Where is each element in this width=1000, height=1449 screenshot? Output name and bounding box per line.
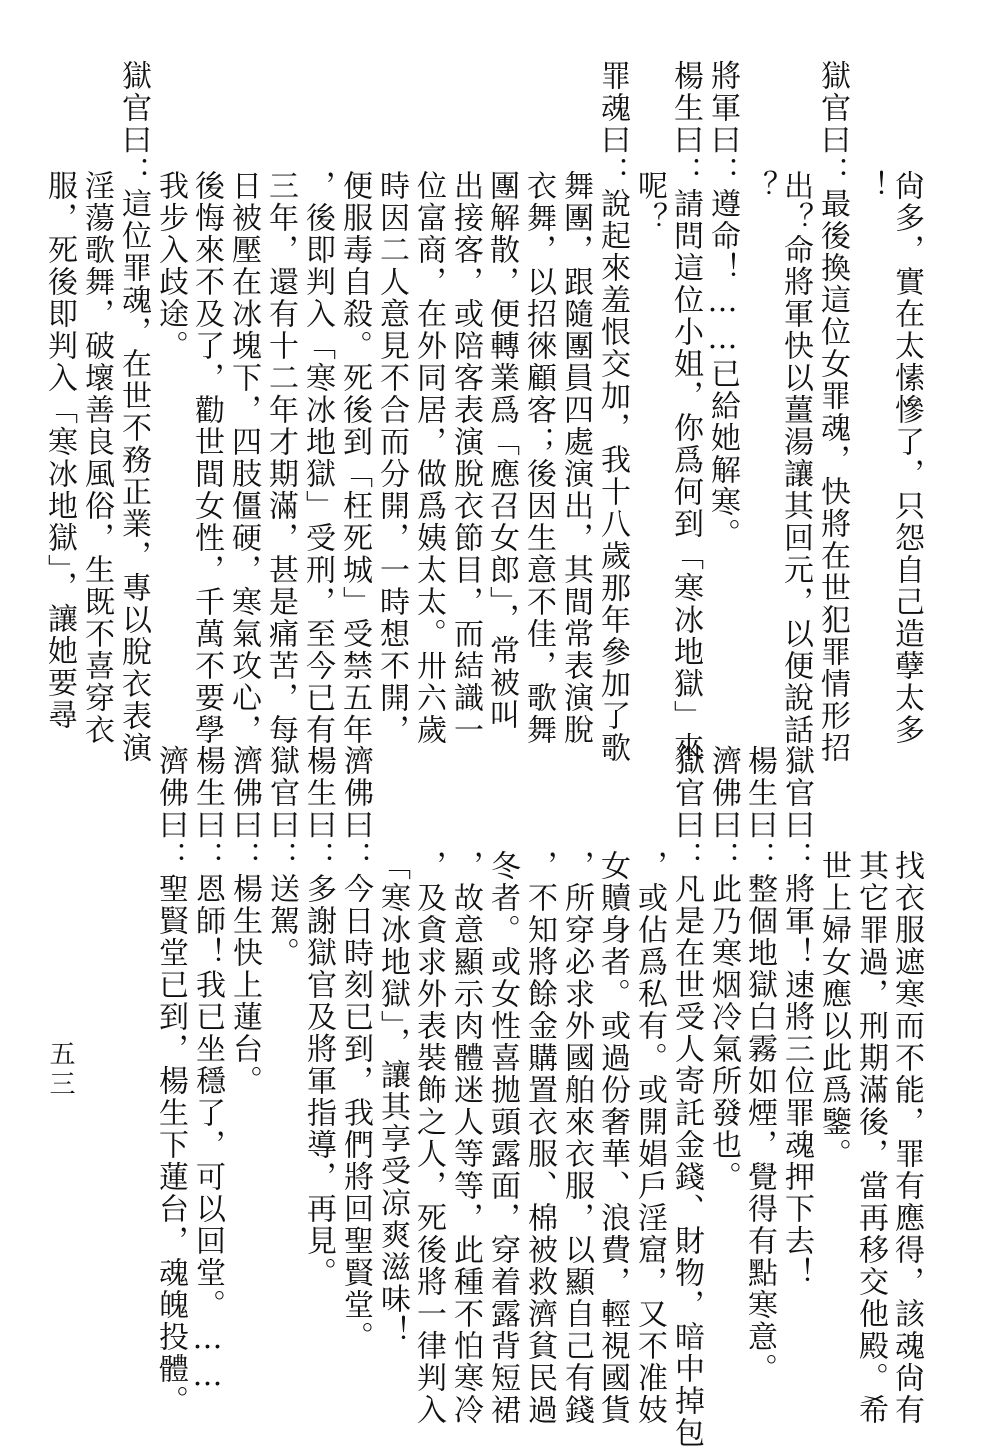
text-column: ，故意顯示肉體迷人等等，此種不怕寒冷 [448, 850, 483, 1426]
text-column: 團解散，便轉業爲「應召女郎」，常被叫 [484, 170, 519, 731]
text-column: 時因二人意見不合而分開，一時想不開， [374, 170, 409, 746]
text-column: 楊生曰：請問這位小姐，你爲何到「寒冰地獄」來 [668, 60, 703, 764]
text-column: 找衣服遮寒而不能，罪有應得，該魂尙有 [889, 850, 924, 1426]
text-column: 我步入歧途。 [153, 170, 188, 362]
text-column: 呢？ [632, 170, 667, 234]
page-number: 五三 [45, 1040, 75, 1100]
text-column: ！ [853, 170, 888, 202]
text-column: 衣舞，以招徠顧客；後因生意不佳，歌舞 [521, 170, 556, 746]
text-column: 獄官曰：送駕。 [264, 745, 299, 969]
text-column: 後悔來不及了，勸世間女性，千萬不要學 [189, 170, 224, 746]
text-column: 獄官曰：最後換這位女罪魂，快將在世犯罪情形招 [815, 60, 850, 764]
text-column: ，後即判入「寒冰地獄」受刑，至今已有 [300, 170, 335, 746]
text-column: 楊生曰：多謝獄官及將軍指導，再見。 [301, 745, 336, 1289]
text-column: 出接客，或陪客表演脫衣節目，而結識一 [448, 170, 483, 746]
text-column: 罪魂曰：說起來羞恨交加，我十八歲那年參加了歌 [595, 60, 630, 764]
text-column: 「寒冰地獄」，讓其享受凉爽滋味！ [375, 850, 410, 1347]
text-column: ，或佔爲私有。或開娼戶淫窟，又不准妓 [632, 850, 667, 1426]
text-column: 將軍曰：遵命！……已給她解寒。 [705, 60, 740, 550]
text-column: ，及貪求外表裝飾之人，死後將一律判入 [411, 850, 446, 1426]
text-column: 服，死後即判入「寒冰地獄」，讓她要尋 [42, 170, 77, 731]
text-column: ？ [742, 170, 777, 202]
text-column: 濟佛曰：楊生快上蓮台。 [227, 745, 262, 1097]
text-column: 出？命將軍快以薑湯讓其回元，以便說話 [778, 170, 813, 746]
text-column: ，不知將餘金購置衣服、棉被救濟貧民過 [522, 850, 557, 1426]
text-column: 其它罪過，刑期滿後，當再移交他殿。希 [853, 850, 888, 1426]
text-column: 濟佛曰：聖賢堂已到，楊生下蓮台，魂魄投體。 [153, 745, 188, 1417]
text-column: 位富商，在外同居，做爲姨太太。卅六歲 [411, 170, 446, 746]
text-column: ，所穿必求外國舶來衣服，以顯自己有錢 [559, 850, 594, 1426]
text-column: 獄官曰：這位罪魂，在世不務正業，專以脫衣表演 [116, 60, 151, 764]
text-column: 尙多，實在太愫慘了，只怨自己造孽太多 [889, 170, 924, 746]
text-column: 獄官曰：將軍！速將三位罪魂押下去！ [779, 745, 814, 1289]
text-column: 楊生曰：恩師！我已坐穩了，可以回堂。…… [190, 745, 225, 1395]
text-column: 日被壓在冰塊下，四肢僵硬，寒氣攻心， [226, 170, 261, 746]
text-column: 濟佛曰：今日時刻已到，我們將回聖賢堂。 [338, 745, 373, 1353]
text-column: 濟佛曰：此乃寒烟冷氣所發也。 [706, 745, 741, 1193]
text-column: 淫蕩歌舞，破壞善良風俗，生既不喜穿衣 [79, 170, 114, 746]
text-column: 便服毒自殺。死後到「枉死城」受禁五年 [337, 170, 372, 746]
text-column: 冬者。或女性喜拋頭露面，穿着露背短裙 [485, 850, 520, 1426]
text-column: 三年，還有十二年才期滿，甚是痛苦，每 [263, 170, 298, 746]
text-column: 女贖身者。或過份奢華、浪費，輕視國貨 [595, 850, 630, 1426]
text-column: 舞團，跟隨團員四處演出，其間常表演脫 [558, 170, 593, 746]
text-column: 獄官曰：凡是在世受人寄託金錢、財物，暗中掉包 [669, 745, 704, 1449]
text-column: 楊生曰：整個地獄白霧如煙，覺得有點寒意。 [742, 745, 777, 1385]
text-column: 世上婦女應以此爲鑒。 [816, 850, 851, 1170]
